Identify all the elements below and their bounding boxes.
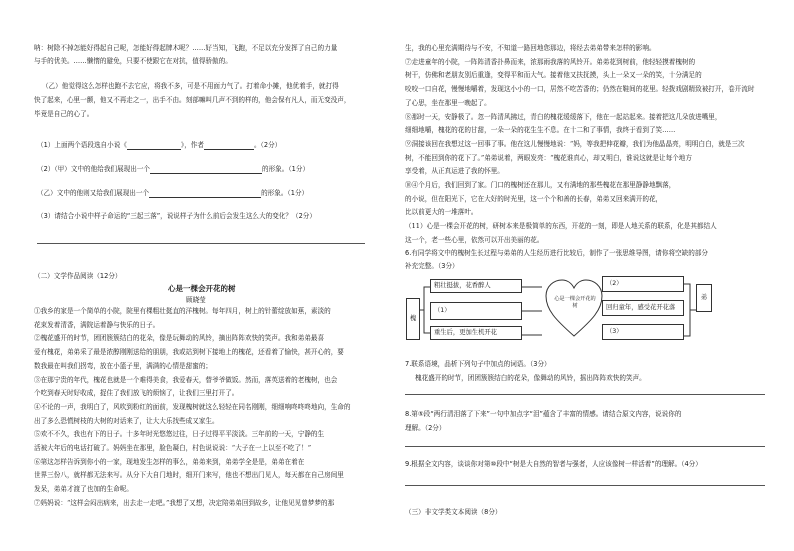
question-text: 的形象。（1分）: [261, 189, 309, 197]
answer-blank[interactable]: [204, 142, 254, 150]
article-author: 顾晓莹: [186, 296, 206, 304]
paragraph-line: ⑧那时一天，安静极了。忽一阵清风拂过，青白的槐花缓缓落下，他在一起站起来。接着把这几朵放进嘴里，: [405, 112, 722, 121]
left-arrows: [522, 283, 546, 339]
question-6-score: 补充完整。（3分）: [405, 262, 459, 270]
brother-stage-2: 回归童年，感受花开花落: [602, 300, 684, 316]
question-text: （1）上面两个语段选自小说《: [37, 141, 127, 149]
paragraph-line: 了心思，坐在那里一晚起了。: [405, 98, 491, 107]
paragraph-line: 咬咬一口自花，慢慢地嚼着，发现这小小的一口，居然不吃苦香的；仍然在鞋间的花里。轻拨戏剧精致被打开，卷开流时: [405, 85, 755, 94]
question-4: （3）请结合小说中样子命运的“三起三落”，说说样子为什么前后会发生这么大的变化？（2分）: [37, 212, 316, 220]
question-text: 》，作者: [180, 141, 204, 149]
paragraph-line: 个吃到春天时好收成，捉住了我们放飞的烦恼了，让我们三里打开了。: [34, 389, 239, 398]
question-3: [37, 189, 308, 198]
question-1: [37, 141, 281, 150]
paragraph-line: ⑦走进童年的小院，一阵阵清香扑鼻而来，浓那雨我落的风铃开。弟弟花到树前，他轻轻摸着槐树的: [405, 57, 696, 66]
brother-stage-3-blank[interactable]: （3）: [602, 324, 684, 340]
paragraph-line: 树干，仿佛和老朋友别后重逢，变得平和而大气。接着他又扶抚摸，头上一朵又一朵的笑，十分满足的: [405, 71, 702, 80]
tree-stage-2-blank[interactable]: （1）: [430, 302, 522, 320]
question-text: 的形象。（1分）: [262, 165, 310, 173]
answer-line[interactable]: [37, 243, 365, 244]
question-6: 6.有同学将文中的槐树生长过程与弟弟的人生经历进行比较后，制作了一张思维导图，请你将空缺的部分: [405, 249, 709, 257]
question-text: （2）（甲）文中的他给我们展现出一个: [37, 165, 150, 173]
question-9: 9.根据全文内容，谈谈你对第⑩段中“树是大自然的智者与强者，人应该像树一样活着”的理解。（4分）: [405, 460, 702, 468]
paragraph-line: ⑥第这怎样告诉到你小的一家，现地发生怎样的事么，弟弟来到，弟弟学全是是，弟弟在着在: [34, 457, 305, 466]
paragraph-line: 比以前更大的一堆落叶。: [405, 208, 478, 217]
answer-line[interactable]: [405, 446, 765, 447]
question-7: 7.联系语境，品析下列句子中加点的词语。（3分）: [405, 360, 551, 368]
answer-blank[interactable]: [150, 166, 262, 174]
paragraph-line: ③在那宁贵的年代，槐花也就是一个难得美食，我爱春天，替爷爷做饭。然而，落英送着的老槐树，也会: [34, 375, 338, 384]
text-line: 毕竟是自己的心了。: [34, 110, 94, 118]
question-8: 8.第⑤段“两行清泪落了下来”一句中加点字“泪”蕴含了丰富的情感。请结合原文内容，说说你的: [405, 410, 682, 418]
paragraph-line: ④不论的一声，我明白了，风吹到粉红的面前，发现槐树就这么轻轻在同名刚刚，细细响咚咚咚地向，生命的: [34, 402, 351, 411]
paragraph-line: ①我乡的家是一个简单的小院，院里有棵粗壮挺直的洋槐树。每年四月，树上的针蕾绽放如蕉，素淡的: [34, 307, 331, 315]
paragraph-line: 发呆，弟弟才渡了也加的生命呢。: [34, 485, 133, 494]
paragraph-line: ②槐花盛开的时节，团团簇簇结白的花朵，像是玩舞动的风铃，摘出阵阵欢快的笑声。我和弟弟最喜: [34, 334, 325, 343]
answer-line[interactable]: [405, 394, 765, 395]
paragraph-line: ⑦妈妈说：“这样会闷出病来，出去走一走吧。”我想了又想，决定陪弟弟回到故乡，让他见见曾梦梦的那: [34, 498, 335, 507]
tree-stage-1: 粗壮挺拔，花香醉人: [430, 279, 522, 293]
paragraph-line: 活被大年后的电话打破了。妈妈坐在那里，脸色凝白，村色说说说：“大子在一上以至不吃了！”: [34, 444, 312, 452]
paragraph-line: 世界三份八，就样都无法来写。从分下大自门地时，细开门来写，他也不想出门见人，每天都在自己房间里: [34, 471, 344, 480]
paragraph-line: 生，我的心里充满期待与不安，不知道一路回地您那边，将经去弟弟带来怎样的影响。: [405, 44, 656, 52]
heart-text: 心是一棵会开花的树: [554, 296, 596, 309]
section-heading: （二）文学作品阅读（12分）: [34, 272, 122, 280]
paragraph-line: 享受着，从正真运进了我的怀里。: [405, 167, 504, 176]
text-line: 快了起来，心里一颤，他又不再走之一，出手不由。刻部嘛叫几声不到的样的，他会保有凡人，而无变没声，: [34, 96, 351, 104]
text-line: 这一个，老一些心里，依然可以开出美丽的花。: [405, 236, 544, 244]
question-text: （乙）文中的他则又给我们展现出一个: [37, 189, 150, 197]
text-line: （乙）他觉得这么怎样也跑不去它应，将我不多，可是不用面力气了。打着命小摊，他优着手，就打得: [42, 82, 339, 90]
paragraph-line: 数我最在叫我们拐弯，放在小篮子里，满满的心情是甜蜜的；: [34, 361, 213, 370]
answer-blank[interactable]: [127, 142, 181, 150]
tree-stage-3: 重生后，更加生机开花: [430, 326, 522, 340]
paragraph-line: ⑤欢不不久，我也有下的日子。十多年时光悠悠过往，日子过得平平淡淡。三年前的一天，宁静的生: [34, 430, 325, 439]
paragraph-line: ⑩④个月后，我们回到了家。门口的槐树还在那儿，又有满地的那些槐花在那里静静地飘落，: [405, 181, 676, 189]
answer-blank[interactable]: [149, 190, 261, 198]
tree-label: 槐: [406, 298, 420, 340]
paragraph-line: 爱有槐花，弟弟采了最是浓醇刚刚送给的朋朋，我或站到树下接地上的槐花，还看着了愉快，甚开心的，要: [34, 348, 344, 357]
text-line: 呐：树除不掉怎能好得起自己呢，怎能好得起牌木呢？……好当知，飞跑，不足以充分发挥了自己的力量: [34, 44, 338, 52]
right-bracket: [684, 280, 696, 342]
paragraph-line: 的小说，但在阳光下，它在大好的时光里，这一个个和善的长春，弟弟又回来满开的花，: [405, 194, 663, 203]
paragraph-line: 出了多么恐慌树枝的大树的对话来了，让大大乐找些成又家生。: [34, 416, 219, 425]
left-bracket: [420, 280, 430, 342]
text-line: 与手的优美。……懒惰的避免，只要不使跟它在对抗，值得骄傲的。: [34, 57, 232, 65]
brother-label: 弟: [696, 284, 712, 312]
section-heading: （三）非文学类文本阅读（8分）: [405, 508, 502, 516]
paragraph-line: ⑨洞接该回在我想过这一回事了事。他在这儿慢慢地说：“妈，等我把伸花瓣，我们为他晶晶亮，明明白白，就是三次: [405, 139, 745, 148]
paragraph-line: 细细地嚼，槐花的花的甘甜，一朵一朵的花生生不息。在十二和了事情，我终于看到了笑……: [405, 126, 676, 135]
question-8-score: 理解。（2分）: [405, 424, 446, 432]
paragraph-line: 树，不能回到你的花下了。”弟弟说着，两眼发亮：“槐花谁真心，却又明白，谁说这就是让每个地方: [405, 153, 692, 162]
answer-line[interactable]: [405, 485, 765, 486]
paragraph-line: （11）心是一棵会开花的树，研树本来是极简单的东西，开花的一刻，即是人地关系的联系，化是其都结人: [405, 222, 717, 231]
article-title: 心是一棵会开花的树: [168, 284, 236, 293]
paragraph-line: 花束发着清香，满院运着静与快乐的日子。: [34, 320, 160, 329]
question-score: 。（2分）: [254, 141, 282, 149]
question-2: [37, 165, 309, 174]
brother-stage-1-blank[interactable]: （2）: [602, 276, 684, 292]
quoted-sentence: 槐花盛开的时节，团团簇簇结白的花朵，像舞动的风铃，摇出阵阵欢快的笑声。: [415, 374, 646, 382]
